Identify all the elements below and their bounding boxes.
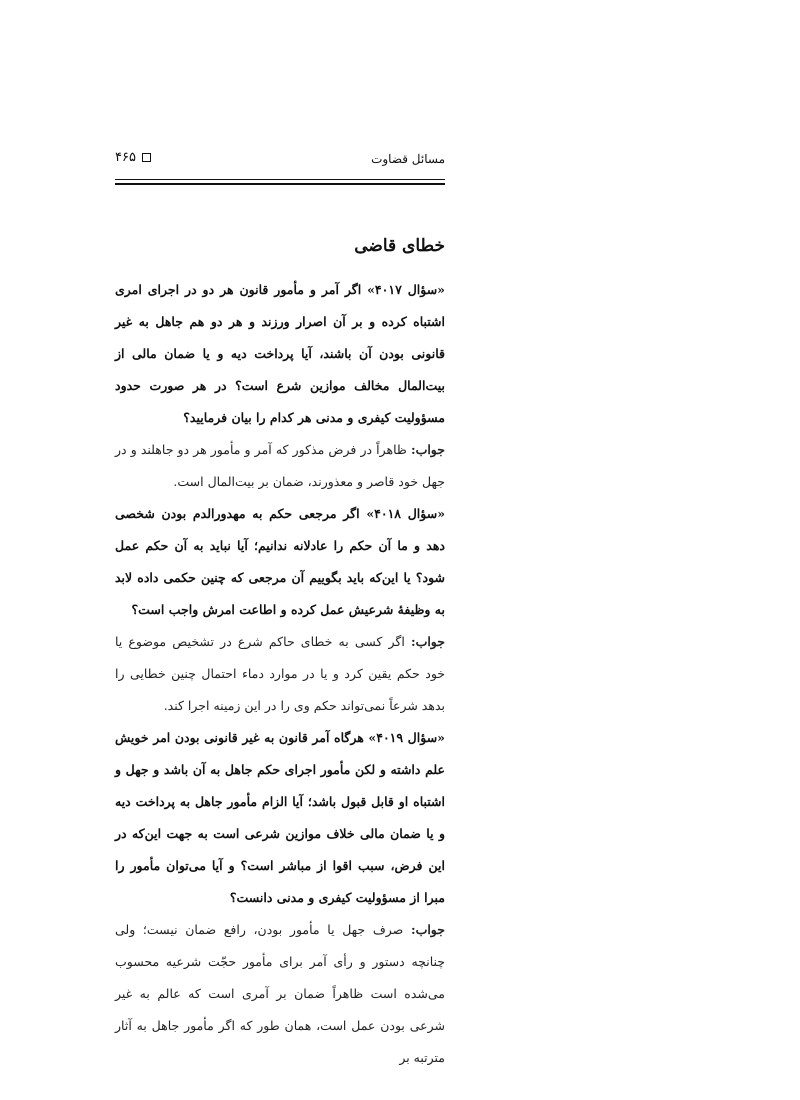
answer-paragraph [115,434,445,498]
header-rule-thin [115,179,445,180]
answer-label: جواب: [410,922,445,937]
question-paragraph: «سؤال ۴۰۱۷» اگر آمر و مأمور قانون هر دو در اجرای امری اشتباه کرده و بر آن اصرار ورزند و هر دو هم جاهل به غیر قانونی بودن آن باشند، آیا پرداخت دیه و یا ضمان مالی از بیت‌المال مخالف موازین شرع است؟ در هر صورت حدود مسؤولیت کیفری و مدنی هر کدام را بیان فرمایید؟ [115,282,445,425]
book-title: مسائل قضاوت [371,152,445,166]
section-title: خطای قاضی [354,236,445,256]
question-paragraph: «سؤال ۴۰۱۹» هرگاه آمر قانون به غیر قانونی بودن امر خویش علم داشته و لکن مأمور اجرای حکم جاهل به آن باشد و جهل و اشتباه او قابل قبول باشد؛ آیا الزام مأمور جاهل به پرداخت دیه و یا ضمان مالی خلاف موازین شرعی است به جهت این‌که در این فرض، سبب اقوا از مباشر است؟ و آیا می‌توان مأمور را مبرا از مسؤولیت کیفری و مدنی دانست؟ [115,730,445,905]
answer-text: صرف جهل یا مأمور بودن، رافع ضمان نیست؛ ولی چنانچه دستور و رأی آمر برای مأمور حجّت شرعیه محسوب می‌شده است ظاهراً ضمان بر آمری است که عالم به غیر شرعی بودن عمل است، همان طور که اگر مأمور جاهل به آثار مترتبه بر [115,922,445,1065]
answer-text: ظاهراً در فرض مذکور که آمر و مأمور هر دو جاهلند و در جهل خود قاصر و معذورند، ضمان بر بیت‌المال است. [115,442,445,489]
answer-paragraph [115,914,445,1074]
answer-paragraph [115,626,445,722]
header-rule-thick [115,183,445,185]
square-ornament-icon [142,153,151,162]
answer-label: جواب: [410,634,445,649]
page-number: ۴۶۵ [115,150,136,165]
answer-text: اگر کسی به خطای حاکم شرع در تشخیص موضوع یا خود حکم یقین کرد و یا در موارد دماء احتمال چنین خطایی را بدهد شرعاً نمی‌تواند حکم وی را در این زمینه اجرا کند. [115,634,445,713]
question-paragraph: «سؤال ۴۰۱۸» اگر مرجعی حکم به مهدورالدم بودن شخصی دهد و ما آن حکم را عادلانه ندانیم؛ آیا نباید به آن حکم عمل شود؟ یا این‌که باید بگوییم آن مرجعی که چنین حکمی داده لابد به وظیفهٔ شرعیش عمل کرده و اطاعت امرش واجب است؟ [115,506,446,617]
page-body [115,232,445,1074]
answer-label: جواب: [410,442,445,457]
page-number-block [115,150,151,165]
running-header [115,150,445,174]
